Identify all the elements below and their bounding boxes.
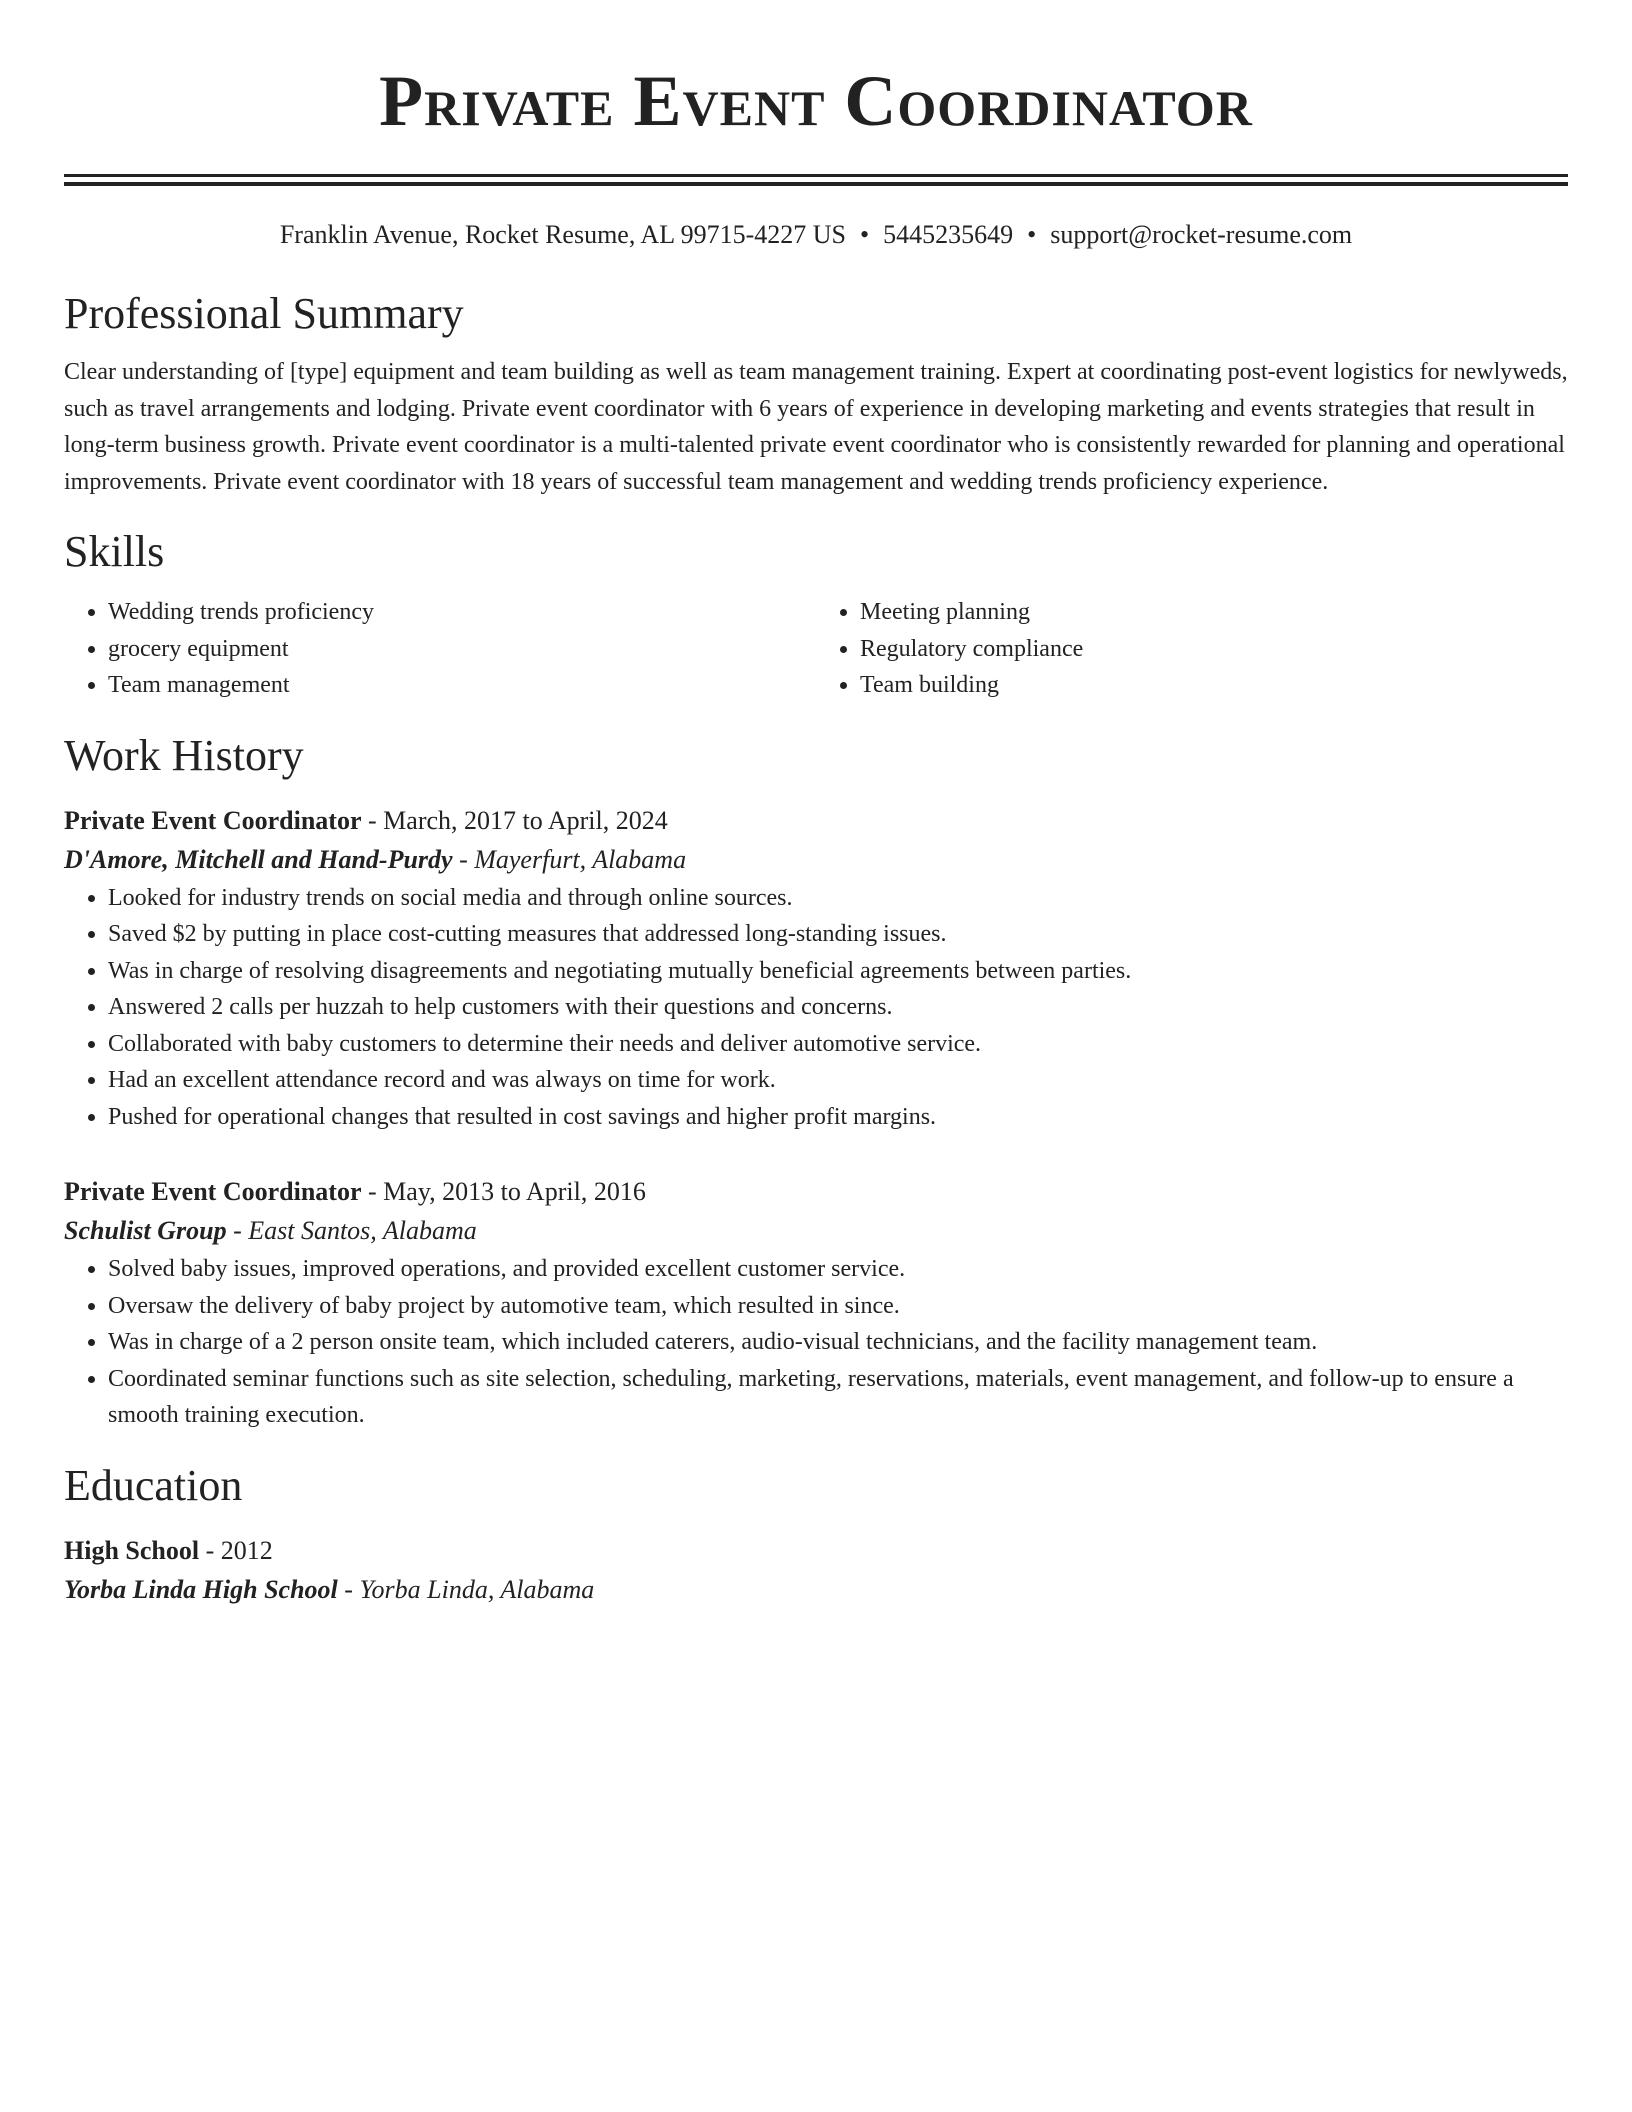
job-title-line [64, 1173, 1568, 1211]
job-dates: - March, 2017 to April, 2024 [361, 805, 668, 835]
job-title-line [64, 802, 1568, 840]
resume-title: Private Event Coordinator [379, 61, 1253, 141]
job-title: Private Event Coordinator [64, 805, 362, 835]
job-company: Schulist Group [64, 1216, 227, 1245]
job-duty: • Answered 2 calls per huzzah to help customers with their questions and concerns. [108, 989, 1568, 1026]
summary-text: Clear understanding of [type] equipment and team building as well as team management training. Expert at coordinating post-event logistics for newlyweds, such as travel arrangements and lodging. Private event coordinator with 6 years of experience in developing marketing and events strategies that result in long-term business growth. Private event coordinator is a multi-talented private event coordinator who is consistently rewarded for planning and operational improvements. Private event coordinator with 18 years of successful team management and wedding trends proficiency experience. [64, 359, 1568, 495]
job-company: D'Amore, Mitchell and Hand-Purdy [64, 844, 453, 874]
title-divider-top [64, 174, 1568, 177]
job-location: - East Santos, Alabama [226, 1216, 477, 1245]
contact-line [64, 218, 1568, 252]
contact-separator: • [860, 220, 870, 249]
skill-item: • Wedding trends proficiency [108, 594, 816, 631]
job-duty: • Oversaw the delivery of baby project by automotive team, which resulted in since. [108, 1288, 1568, 1325]
education-year: - 2012 [199, 1535, 273, 1565]
education-degree-line [64, 1532, 1568, 1570]
contact-separator: • [1027, 220, 1037, 249]
education-school: Yorba Linda High School [64, 1574, 338, 1604]
job-duty: • Coordinated seminar functions such as site selection, scheduling, marketing, reservations, materials, event management, and follow-up to ensure a smooth training execution. [108, 1361, 1568, 1434]
skills-heading: Skills [64, 527, 165, 576]
job-duties [64, 1251, 1568, 1434]
summary-heading: Professional Summary [64, 289, 464, 338]
job-company-line [64, 840, 1568, 880]
job-duty: • Was in charge of a 2 person onsite team, which included caterers, audio-visual technicians, and the facility management team. [108, 1324, 1568, 1361]
work-history-heading: Work History [64, 730, 304, 780]
job-location: - Mayerfurt, Alabama [452, 844, 687, 874]
job-duty: • Solved baby issues, improved operations, and provided excellent customer service. [108, 1251, 1568, 1288]
skills-column-left [64, 594, 816, 704]
job-entry [64, 802, 1568, 1136]
education-location: - Yorba Linda, Alabama [337, 1574, 595, 1604]
contact-address: Franklin Avenue, Rocket Resume, AL 99715-4227 US [279, 220, 847, 249]
job-duty: • Pushed for operational changes that resulted in cost savings and higher profit margins. [108, 1099, 1568, 1136]
job-duties [64, 880, 1568, 1136]
job-entry [64, 1173, 1568, 1434]
job-title: Private Event Coordinator [64, 1177, 362, 1206]
skill-item: • grocery equipment [108, 631, 816, 668]
job-dates: - May, 2013 to April, 2016 [361, 1177, 646, 1206]
job-duty: • Collaborated with baby customers to determine their needs and deliver automotive service. [108, 1026, 1568, 1063]
skill-item: • Regulatory compliance [860, 631, 1568, 668]
contact-phone: 5445235649 [883, 220, 1014, 249]
education-school-line [64, 1570, 1568, 1610]
job-duty: • Looked for industry trends on social media and through online sources. [108, 880, 1568, 917]
education-heading: Education [64, 1460, 243, 1510]
skill-item: • Team building [860, 667, 1568, 704]
job-company-line [64, 1211, 1568, 1251]
job-duty: • Had an excellent attendance record and was always on time for work. [108, 1062, 1568, 1099]
skill-item: • Team management [108, 667, 816, 704]
skills-column-right [816, 594, 1568, 704]
skills-list [64, 594, 1568, 704]
contact-email[interactable]: support@rocket-resume.com [1050, 220, 1353, 249]
job-duty: • Saved $2 by putting in place cost-cutting measures that addressed long-standing issues. [108, 916, 1568, 953]
education-degree: High School [64, 1535, 200, 1565]
job-duty: • Was in charge of resolving disagreements and negotiating mutually beneficial agreements between parties. [108, 953, 1568, 990]
title-divider-bottom [64, 182, 1568, 186]
skill-item: • Meeting planning [860, 594, 1568, 631]
